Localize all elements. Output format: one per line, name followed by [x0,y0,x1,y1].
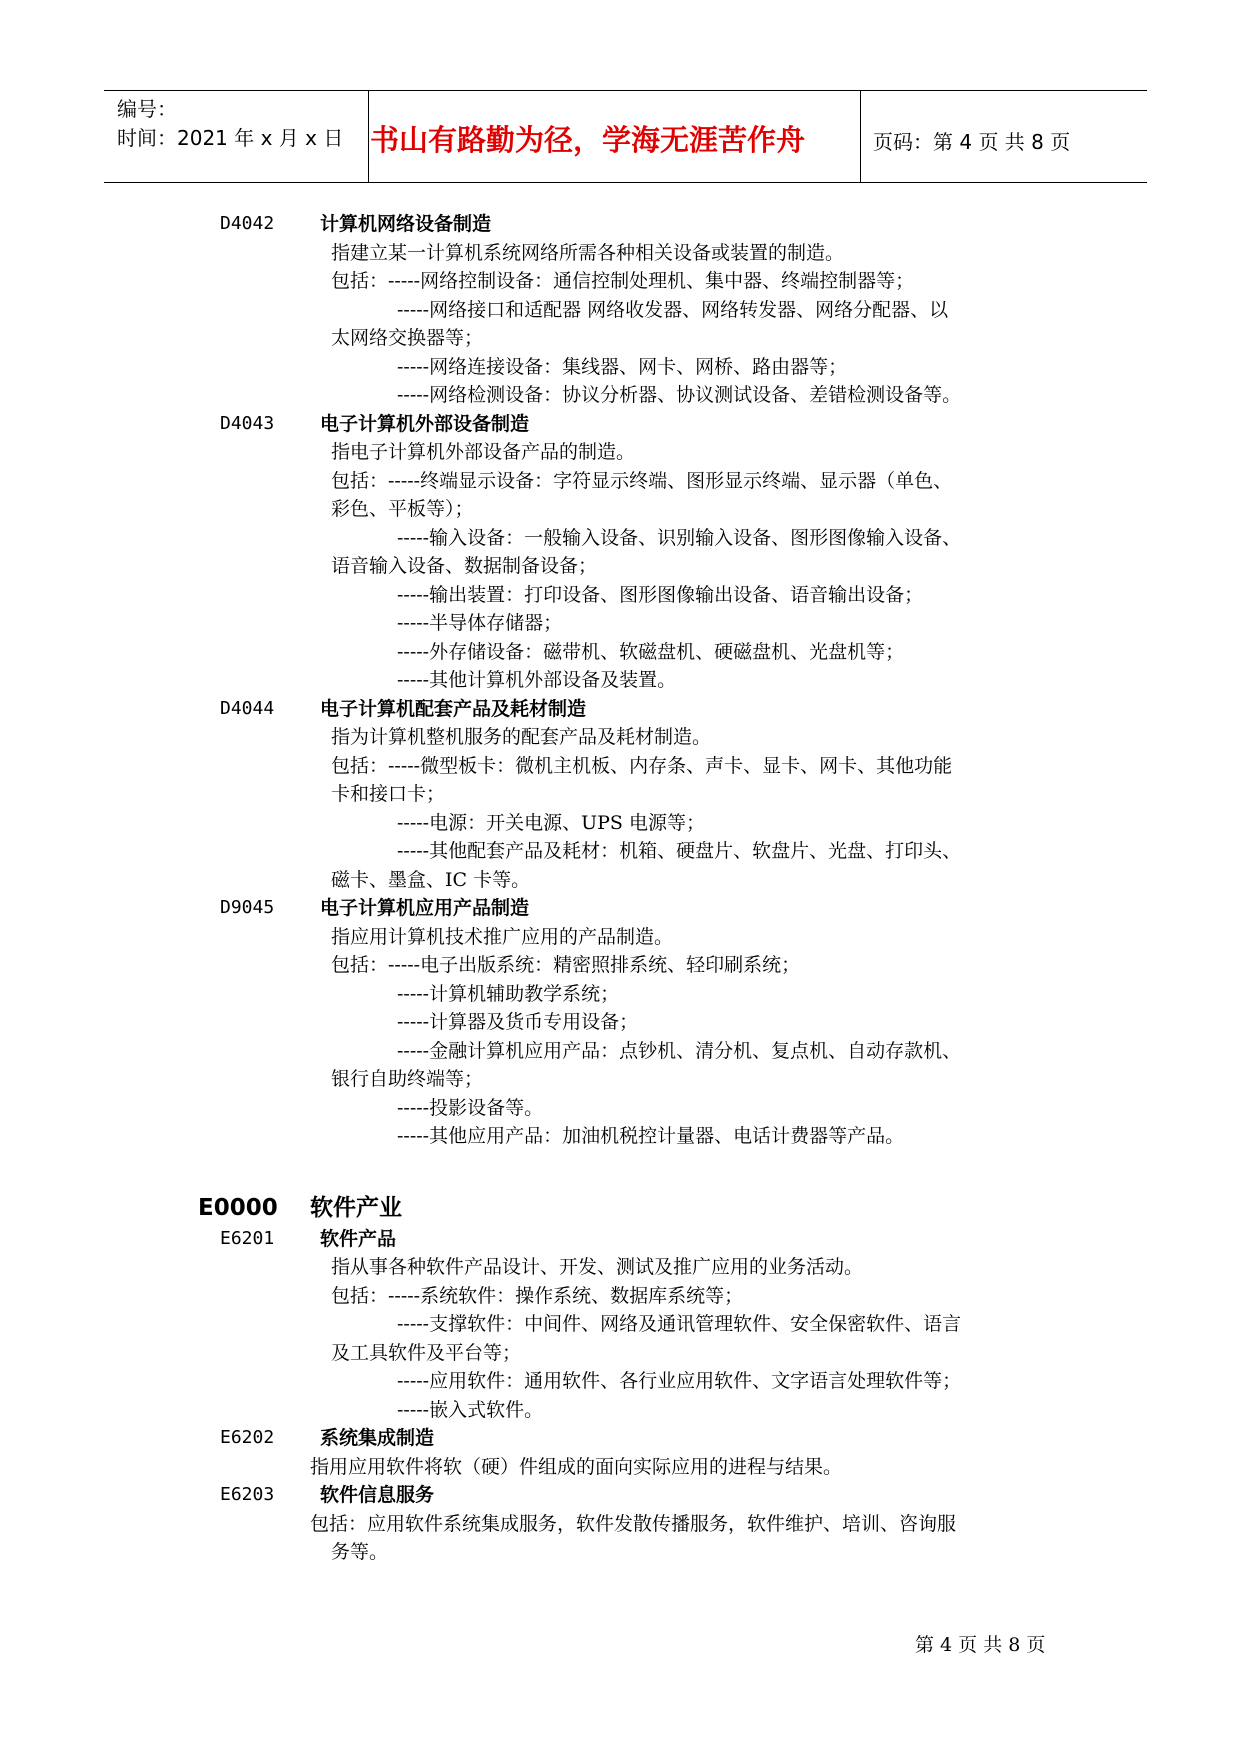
body-line [0,1122,1241,1151]
body-text: 指用应用软件将软（硬）件组成的面向实际应用的进程与结果。 [310,1455,843,1478]
body-line [0,780,1241,809]
body-text: -----网络检测设备：协议分析器、协议测试设备、差错检测设备等。 [397,384,962,406]
body-text: -----计算机辅助教学系统； [397,982,620,1005]
body-text: 指电子计算机外部设备产品的制造。 [331,441,636,463]
body-text: -----嵌入式软件。 [397,1398,544,1421]
body-line [0,1339,1241,1368]
body-line [0,1008,1241,1037]
body-line [0,267,1241,296]
body-text: 务等。 [331,1541,389,1563]
body-text: 包括：-----电子出版系统：精密照排系统、轻印刷系统； [331,954,801,976]
header-motto: 书山有路勤为径，学海无涯苦作舟 [370,123,806,157]
section-heading [0,1481,1241,1510]
body-text: -----投影设备等。 [397,1096,544,1119]
body-line [0,752,1241,781]
body-line [0,353,1241,382]
body-text: -----金融计算机应用产品：点钞机、清分机、复点机、自动存款机、 [397,1039,962,1062]
body-line [0,1310,1241,1339]
body-line [0,1367,1241,1396]
section-heading [0,894,1241,923]
body-text: -----支撑软件：中间件、网络及通讯管理软件、安全保密软件、语言 [397,1313,962,1335]
section-heading [0,410,1241,439]
body-line [0,438,1241,467]
body-line [0,1453,1241,1482]
document-body [0,210,1241,1567]
body-text: 包括：-----系统软件：操作系统、数据库系统等； [331,1284,744,1307]
section-title: 电子计算机配套产品及耗材制造 [320,697,587,720]
section-heading [0,695,1241,724]
body-line [0,666,1241,695]
body-text: 包括：-----微型板卡：微机主机板、内存条、声卡、显卡、网卡、其他功能 [331,754,953,777]
body-text: 包括：-----终端显示设备：字符显示终端、图形显示终端、显示器（单色、 [331,469,953,492]
body-text: 指建立某一计算机系统网络所需各种相关设备或装置的制造。 [331,241,845,264]
body-line [0,1065,1241,1094]
body-line [0,1037,1241,1066]
body-text: -----计算器及货币专用设备； [397,1011,639,1033]
header-bottom-rule [104,182,1147,183]
section-title: 软件产品 [320,1227,397,1250]
section-title: 电子计算机应用产品制造 [320,897,530,919]
body-text: 指从事各种软件产品设计、开发、测试及推广应用的业务活动。 [331,1256,864,1278]
body-line [0,638,1241,667]
body-text: -----其他应用产品：加油机税控计量器、电话计费器等产品。 [397,1125,905,1147]
body-text: -----输出装置：打印设备、图形图像输出设备、语音输出设备； [397,583,924,606]
section-title: 计算机网络设备制造 [320,213,492,235]
body-text: 磁卡、墨盒、IC 卡等。 [331,868,531,891]
body-text: -----网络连接设备：集线器、网卡、网桥、路由器等； [397,355,848,378]
section-code: D4044 [220,697,275,719]
body-line [0,723,1241,752]
body-text: 包括：应用软件系统集成服务，软件发散传播服务，软件维护、培训、咨询服 [310,1512,957,1535]
body-line [0,524,1241,553]
doc-number-label: 编号： [117,97,177,121]
body-line [0,1282,1241,1311]
section-title: 软件信息服务 [320,1484,435,1506]
body-text: -----输入设备：一般输入设备、识别输入设备、图形图像输入设备、 [397,526,962,549]
section-code: D4042 [220,213,275,234]
body-text: -----其他配套产品及耗材：机箱、硬盘片、软盘片、光盘、打印头、 [397,840,962,862]
body-line [0,837,1241,866]
page-footer: 第 4 页 共 8 页 [915,1634,1046,1656]
section-heading [0,210,1241,239]
body-text: 指应用计算机技术推广应用的产品制造。 [331,925,674,948]
body-line [0,1253,1241,1282]
body-text: 卡和接口卡； [331,783,446,805]
body-line [0,951,1241,980]
section-code: E6202 [220,1427,275,1448]
body-line [0,980,1241,1009]
header-divider-left [368,90,369,182]
header-divider-right [860,90,861,182]
body-line [0,467,1241,496]
body-text: -----其他计算机外部设备及装置。 [397,669,677,691]
body-line [0,381,1241,410]
body-line [0,1094,1241,1123]
body-line [0,552,1241,581]
header-top-rule [104,90,1147,91]
body-line [0,1538,1241,1567]
body-line [0,1396,1241,1425]
body-text: 及工具软件及平台等； [331,1341,522,1364]
body-text: -----应用软件：通用软件、各行业应用软件、文字语言处理软件等； [397,1370,962,1392]
section-title: 系统集成制造 [320,1427,435,1449]
body-text: -----电源：开关电源、UPS 电源等； [397,811,705,834]
body-text: 彩色、平板等）； [331,498,474,520]
body-line [0,581,1241,610]
body-text: -----半导体存储器； [397,612,563,634]
time-label: 时间：2021 年 x 月 x 日 [117,126,344,150]
body-line [0,296,1241,325]
body-line [0,324,1241,353]
section-code: D4043 [220,412,275,434]
body-text: 语音输入设备、数据制备设备； [331,555,598,577]
major-code: E0000 [198,1194,278,1221]
body-text: 太网络交换器等； [331,327,484,349]
major-title: 软件产业 [310,1194,402,1221]
body-line [0,495,1241,524]
major-category-heading [0,1191,1241,1225]
section-code: E6203 [220,1484,275,1505]
body-text: 银行自助终端等； [331,1068,484,1090]
body-line [0,239,1241,268]
body-text: 包括：-----网络控制设备：通信控制处理机、集中器、终端控制器等； [331,270,915,292]
body-line [0,866,1241,895]
body-line [0,1510,1241,1539]
page-indicator: 页码：第 4 页 共 8 页 [873,130,1071,154]
body-text: -----网络接口和适配器 网络收发器、网络转发器、网络分配器、以 [397,298,949,321]
body-line [0,809,1241,838]
section-code: D9045 [220,897,275,918]
section-heading [0,1424,1241,1453]
section-heading [0,1225,1241,1254]
section-title: 电子计算机外部设备制造 [320,412,530,435]
body-text: -----外存储设备：磁带机、软磁盘机、硬磁盘机、光盘机等； [397,640,905,663]
body-line [0,923,1241,952]
body-line [0,609,1241,638]
body-text: 指为计算机整机服务的配套产品及耗材制造。 [331,726,712,748]
section-code: E6201 [220,1227,275,1249]
